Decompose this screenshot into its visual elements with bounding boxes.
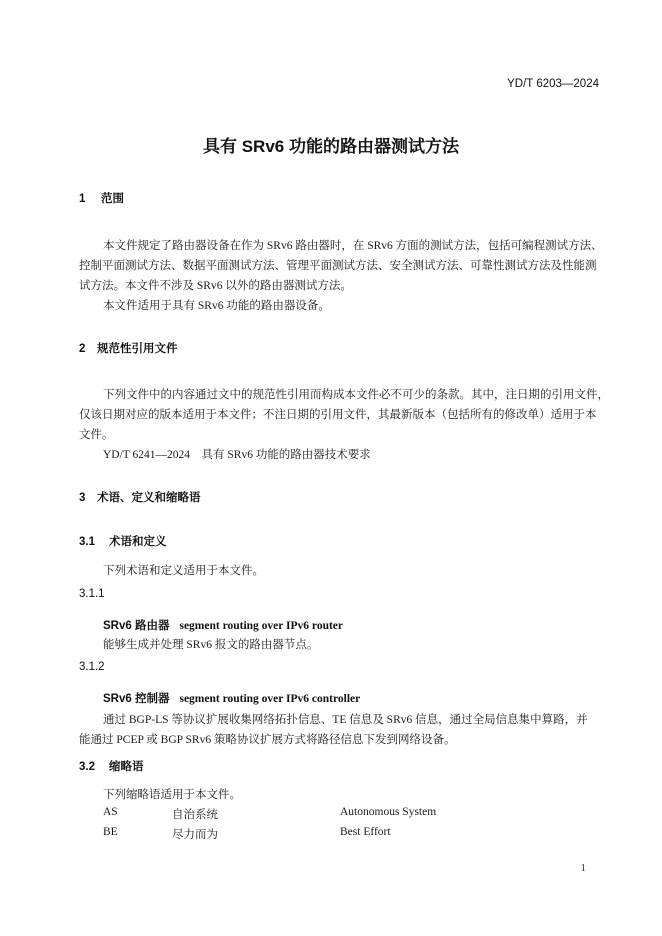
section-1-heading	[79, 190, 124, 206]
abbreviation: BE	[103, 826, 118, 838]
paragraph-line: 本文件适用于具有 SRv6 功能的路由器设备。	[103, 300, 330, 312]
section-title: 范围	[101, 193, 124, 205]
term-english: segment routing over IPv6 controller	[179, 693, 361, 705]
term-chinese: SRv6 路由器	[103, 620, 170, 632]
paragraph-line: 本文件规定了路由器设备在作为 SRv6 路由器时，在 SRv6 方面的测试方法，包括可编程测试方法、	[103, 240, 603, 252]
term-entry	[103, 690, 360, 706]
term-english: segment routing over IPv6 router	[179, 620, 344, 632]
paragraph-line: 下列术语和定义适用于本文件。	[103, 565, 264, 577]
paragraph-line: 文件。	[79, 429, 114, 441]
section-number: 3.1	[79, 536, 95, 548]
paragraph-line: 仅该日期对应的版本适用于本文件；不注日期的引用文件，其最新版本（包括所有的修改单）适用于本	[79, 409, 597, 421]
abbreviation-english: Best Effort	[340, 826, 391, 838]
document-title: 具有 SRv6 功能的路由器测试方法	[203, 137, 459, 156]
paragraph-line: 下列缩略语适用于本文件。	[103, 789, 241, 801]
normative-reference: YD/T 6241—2024 具有 SRv6 功能的路由器技术要求	[103, 449, 371, 461]
abbreviation-english: Autonomous System	[340, 806, 437, 818]
subsection-3-1-heading	[79, 533, 167, 549]
section-title: 术语和定义	[109, 536, 167, 548]
term-number: 3.1.1	[79, 588, 105, 600]
abbreviation-chinese: 自治系统	[172, 809, 218, 821]
paragraph-line: 下列文件中的内容通过文中的规范性引用而构成本文件必不可少的条款。其中，注日期的引用文件，	[103, 389, 609, 401]
section-title: 缩略语	[109, 761, 144, 773]
section-number: 1	[79, 193, 86, 205]
section-title: 术语、定义和缩略语	[97, 492, 201, 504]
section-number: 3.2	[79, 761, 95, 773]
abbreviation-chinese: 尽力而为	[172, 829, 218, 841]
term-number: 3.1.2	[79, 661, 105, 673]
term-chinese: SRv6 控制器	[103, 693, 170, 705]
section-2-heading	[79, 340, 178, 356]
paragraph-line: 试方法。本文件不涉及 SRv6 以外的路由器测试方法。	[79, 280, 352, 292]
section-number: 2	[79, 343, 86, 355]
term-definition: 通过 BGP-LS 等协议扩展收集网络拓扑信息、TE 信息及 SRv6 信息，通过全局信息集中算路，并	[103, 714, 588, 726]
term-definition: 能通过 PCEP 或 BGP SRv6 策略协议扩展方式将路径信息下发到网络设备。	[79, 734, 456, 746]
section-number: 3	[79, 492, 86, 504]
document-code: YD/T 6203—2024	[507, 78, 599, 90]
page-number: 1	[580, 862, 586, 874]
subsection-3-2-heading	[79, 758, 144, 774]
abbreviation: AS	[103, 806, 118, 818]
term-definition: 能够生成并处理 SRv6 报文的路由器节点。	[103, 639, 319, 651]
section-3-heading	[79, 489, 201, 505]
term-entry	[103, 617, 343, 633]
paragraph-line: 控制平面测试方法、数据平面测试方法、管理平面测试方法、安全测试方法、可靠性测试方法及性能测	[79, 260, 597, 272]
section-title: 规范性引用文件	[97, 343, 178, 355]
